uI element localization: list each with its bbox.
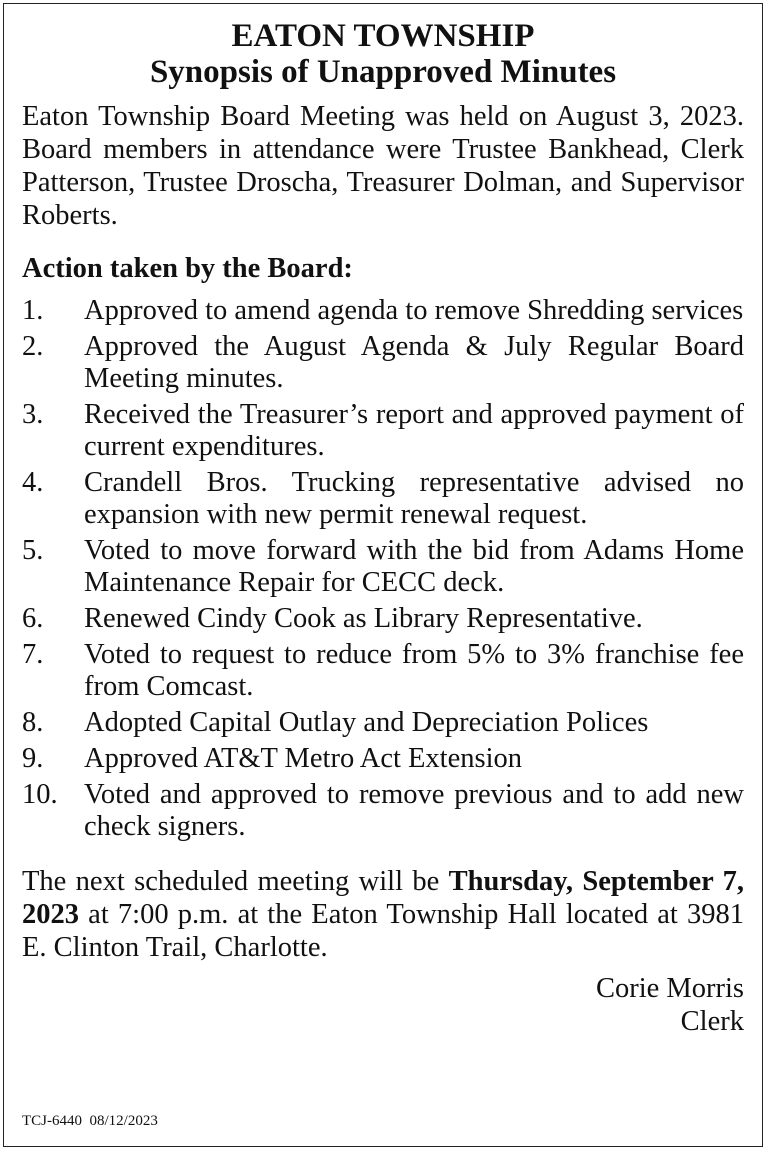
- closing-text-end: at 7:00 p.m. at the Eaton Township Hall located at 3981 E. Clinton Trail, Charlotte.: [22, 899, 744, 963]
- signer-role: Clerk: [680, 1006, 744, 1037]
- meeting-date: Thursday, September 7, 2023: [22, 866, 744, 930]
- actions-heading: Action taken by the Board:: [22, 253, 353, 284]
- signer-name: Corie Morris: [595, 973, 744, 1004]
- item-text: Received the Treasurer’s report and approved payment of current expenditures.: [84, 399, 744, 462]
- item-number: 2.: [22, 331, 44, 362]
- list-item: [22, 603, 744, 635]
- list-item: [22, 743, 744, 775]
- closing-text-start: The next scheduled meeting will be: [22, 866, 449, 897]
- notice-subtitle: Synopsis of Unapproved Minutes: [149, 54, 617, 90]
- item-text: Approved AT&T Metro Act Extension: [84, 743, 523, 774]
- publication-code: TCJ-6440 08/12/2023: [22, 1113, 158, 1129]
- item-text: Approved to amend agenda to remove Shredding services: [84, 295, 744, 326]
- intro-paragraph: Eaton Township Board Meeting was held on August 3, 2023. Board members in attendance were Trustee Bankhead, Clerk Patterson, Trustee Droscha, Treasurer Dolman, and Supervisor Roberts.: [22, 101, 744, 231]
- actions-list: [22, 295, 744, 843]
- notice-title: EATON TOWNSHIP: [231, 18, 535, 54]
- list-item: [22, 779, 744, 843]
- legal-notice: [3, 3, 763, 1147]
- item-number: 7.: [22, 639, 44, 670]
- item-number: 1.: [22, 295, 44, 326]
- list-item: [22, 707, 744, 739]
- item-number: 9.: [22, 743, 44, 774]
- item-text: Voted to move forward with the bid from Adams Home Maintenance Repair for CECC deck.: [84, 535, 744, 598]
- item-number: 10.: [22, 779, 58, 810]
- item-number: 6.: [22, 603, 44, 634]
- item-number: 8.: [22, 707, 44, 738]
- list-item: [22, 467, 744, 531]
- list-item: [22, 331, 744, 395]
- item-number: 3.: [22, 399, 44, 430]
- list-item: [22, 295, 744, 327]
- item-text: Renewed Cindy Cook as Library Representative.: [84, 603, 643, 634]
- signature-block: [22, 972, 744, 1038]
- item-text: Voted and approved to remove previous and to add new check signers.: [84, 779, 744, 842]
- list-item: [22, 639, 744, 703]
- list-item: [22, 535, 744, 599]
- next-meeting-paragraph: [22, 865, 744, 964]
- item-number: 5.: [22, 535, 44, 566]
- item-text: Crandell Bros. Trucking representative advised no expansion with new permit renewal request.: [84, 467, 744, 530]
- item-text: Adopted Capital Outlay and Depreciation Polices: [84, 707, 649, 738]
- list-item: [22, 399, 744, 463]
- item-number: 4.: [22, 467, 44, 498]
- item-text: Approved the August Agenda & July Regular Board Meeting minutes.: [84, 331, 744, 394]
- item-text: Voted to request to reduce from 5% to 3% franchise fee from Comcast.: [84, 639, 744, 702]
